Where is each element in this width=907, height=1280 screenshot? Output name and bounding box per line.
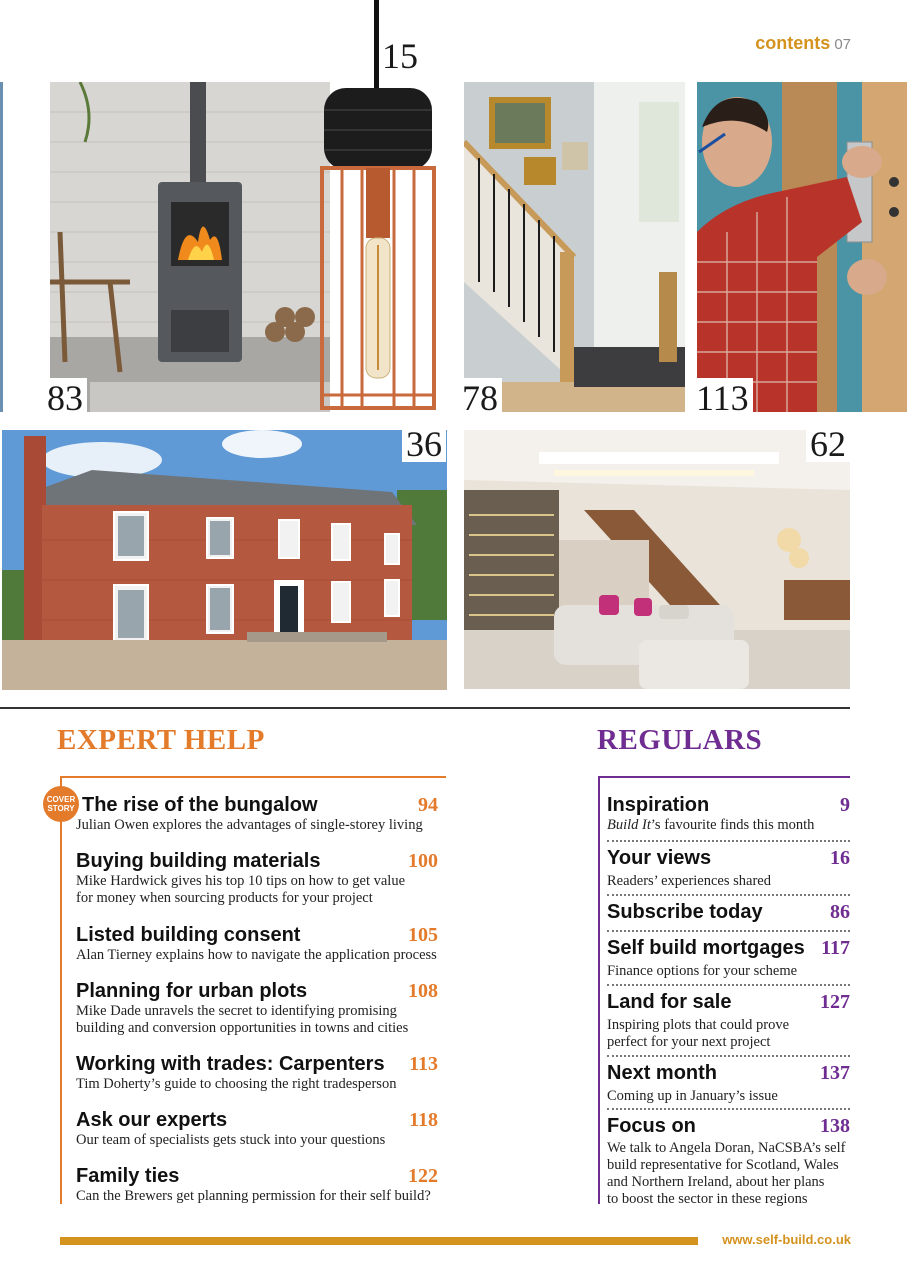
expert-item-page: 100	[408, 850, 438, 872]
expert-item-desc: Our team of specialists gets stuck into your questions	[76, 1132, 386, 1148]
page-ref-83: 83	[43, 378, 87, 416]
page-ref-15: 15	[382, 36, 418, 76]
regular-item-title: Inspiration	[607, 794, 710, 816]
regular-item-page: 127	[820, 991, 850, 1013]
expert-item-desc: Mike Hardwick gives his top 10 tips on how to get value	[76, 873, 406, 889]
dotted-separator	[607, 1055, 850, 1057]
regular-item-page: 137	[820, 1062, 850, 1084]
lock-photo	[697, 82, 907, 412]
regular-item-desc: to boost the sector in these regions	[607, 1191, 808, 1207]
page-ref-62: 62	[806, 424, 850, 462]
expert-item-bungalow[interactable]	[76, 793, 438, 834]
regular-item-desc-text: ’s favourite finds this month	[650, 817, 815, 833]
expert-item-page: 118	[409, 1109, 438, 1131]
expert-item-page: 108	[408, 980, 438, 1002]
expert-item-desc: Alan Tierney explains how to navigate the application process	[76, 947, 437, 963]
expert-item-page: 94	[418, 794, 438, 816]
regular-item-mortgages[interactable]	[607, 936, 850, 980]
regular-item-page: 16	[830, 847, 850, 869]
regular-item-page: 117	[821, 937, 850, 959]
stove-photo	[50, 82, 330, 412]
regulars-side-rule	[598, 776, 600, 1204]
regular-item-page: 86	[830, 901, 850, 923]
badge-line-1: COVER	[46, 795, 76, 804]
expert-item-desc: Julian Owen explores the advantages of single-storey living	[76, 817, 423, 833]
page-number: 07	[834, 36, 851, 53]
page-ref-36: 36	[402, 424, 446, 462]
dotted-separator	[607, 930, 850, 932]
page-header	[755, 33, 851, 54]
expert-item-title: The rise of the bungalow	[82, 794, 318, 816]
regular-item-title: Self build mortgages	[607, 937, 805, 959]
regular-item-page: 138	[820, 1115, 850, 1137]
badge-line-2: STORY	[47, 804, 75, 813]
regular-item-desc: We talk to Angela Doran, NaCSBA’s self	[607, 1140, 846, 1156]
expert-item-urban[interactable]	[76, 979, 448, 1037]
cover-story-badge	[43, 786, 79, 822]
expert-help-side-rule	[60, 776, 62, 1204]
dotted-separator	[607, 840, 850, 842]
expert-item-family[interactable]	[76, 1164, 448, 1205]
dotted-separator	[607, 1108, 850, 1110]
regulars-heading: REGULARS	[597, 724, 763, 756]
regulars-top-rule	[598, 776, 850, 778]
regular-item-desc: perfect for your next project	[607, 1034, 771, 1050]
expert-item-listed[interactable]	[76, 923, 448, 964]
expert-item-experts[interactable]	[76, 1108, 438, 1149]
regular-item-title: Land for sale	[607, 991, 732, 1013]
regular-item-subscribe[interactable]	[607, 900, 850, 924]
regular-item-land[interactable]	[607, 990, 850, 1051]
section-name: contents	[755, 33, 831, 53]
expert-item-title: Working with trades: Carpenters	[76, 1053, 385, 1075]
regular-item-desc: Coming up in January’s issue	[607, 1088, 778, 1104]
expert-item-page: 122	[408, 1165, 438, 1187]
regular-item-title: Your views	[607, 847, 712, 869]
expert-item-title: Planning for urban plots	[76, 980, 308, 1002]
magazine-name: Build It	[607, 817, 651, 833]
expert-help-top-rule	[60, 776, 446, 778]
expert-item-page: 113	[409, 1053, 438, 1075]
expert-item-desc: Tim Doherty’s guide to choosing the right tradesperson	[76, 1076, 397, 1092]
expert-item-desc: for money when sourcing products for your project	[76, 890, 373, 906]
regular-item-page: 9	[840, 794, 850, 816]
basement-photo	[464, 430, 850, 689]
regular-item-desc: Finance options for your scheme	[607, 963, 798, 979]
page-ref-78: 78	[458, 378, 502, 416]
regular-item-desc: Readers’ experiences shared	[607, 873, 771, 889]
regular-item-inspiration[interactable]	[607, 793, 850, 834]
regular-item-title: Subscribe today	[607, 901, 763, 923]
regular-item-desc	[607, 817, 850, 834]
expert-item-materials[interactable]	[76, 849, 438, 907]
expert-item-title: Ask our experts	[76, 1109, 228, 1131]
expert-help-heading: EXPERT HELP	[57, 724, 265, 756]
regular-item-title: Focus on	[607, 1115, 696, 1137]
expert-item-desc: building and conversion opportunities in towns and cities	[76, 1020, 409, 1036]
staircase-photo	[464, 82, 685, 412]
footer-bar	[60, 1237, 698, 1245]
footer-url[interactable]: www.self-build.co.uk	[722, 1232, 851, 1247]
expert-item-title: Listed building consent	[76, 924, 301, 946]
section-divider	[0, 707, 850, 709]
regular-item-next-month[interactable]	[607, 1061, 850, 1105]
dotted-separator	[607, 894, 850, 896]
expert-item-page: 105	[408, 924, 438, 946]
regular-item-desc: Inspiring plots that could prove	[607, 1017, 790, 1033]
expert-item-title: Buying building materials	[76, 850, 321, 872]
regular-item-desc: and Northern Ireland, about her plans	[607, 1174, 825, 1190]
expert-item-title: Family ties	[76, 1165, 180, 1187]
regular-item-views[interactable]	[607, 846, 850, 890]
regular-item-focus[interactable]	[607, 1114, 857, 1208]
left-edge-strip	[0, 82, 3, 412]
expert-item-desc: Mike Dade unravels the secret to identifying promising	[76, 1003, 397, 1019]
page-ref-113-image: 113	[692, 378, 753, 416]
regular-item-title: Next month	[607, 1062, 717, 1084]
dotted-separator	[607, 984, 850, 986]
house-photo	[2, 430, 447, 690]
expert-item-desc: Can the Brewers get planning permission for their self build?	[76, 1188, 431, 1204]
regular-item-desc: build representative for Scotland, Wales	[607, 1157, 839, 1173]
expert-item-trades[interactable]	[76, 1052, 438, 1093]
